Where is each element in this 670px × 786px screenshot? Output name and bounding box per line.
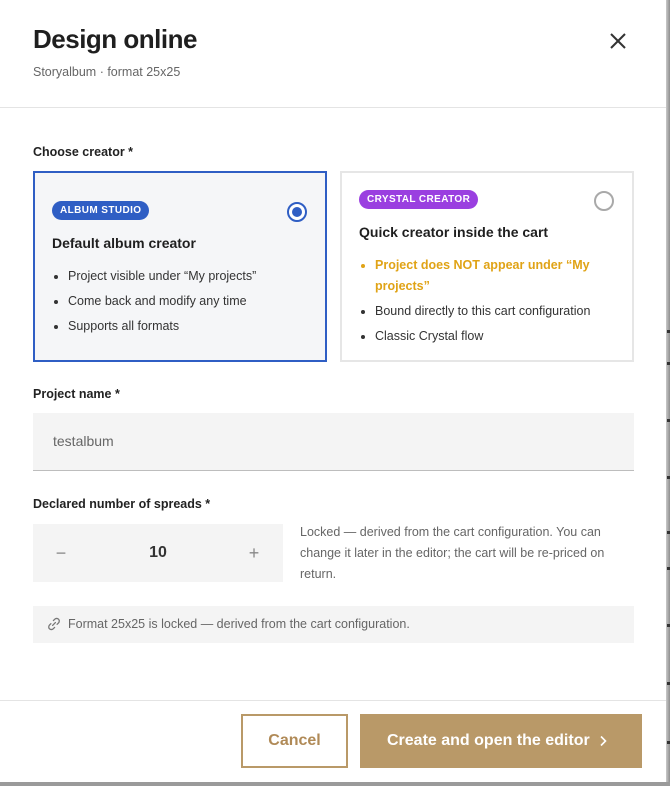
spreads-label: Declared number of spreads * <box>33 497 211 511</box>
feature-item: Bound directly to this cart configuration <box>359 301 614 322</box>
feature-item: Classic Crystal flow <box>359 326 614 347</box>
project-name-input[interactable] <box>53 413 613 469</box>
album-studio-badge: ALBUM STUDIO <box>52 201 149 220</box>
format-info-text: Format 25x25 is locked — derived from the cart configuration. <box>68 617 410 631</box>
project-name-field-wrap <box>33 413 634 471</box>
project-name-label: Project name * <box>33 387 120 401</box>
crystal-creator-title: Quick creator inside the cart <box>359 224 549 240</box>
decrement-button[interactable]: − <box>55 543 67 563</box>
backdrop-edge-right <box>666 0 670 786</box>
dialog-subtitle: Storyalbum · format 25x25 <box>33 65 181 79</box>
cancel-button[interactable]: Cancel <box>241 714 348 768</box>
format-info-banner <box>33 606 634 643</box>
close-button[interactable] <box>603 26 633 56</box>
backdrop-edge-bottom <box>0 782 670 786</box>
spreads-locked-note: Locked — derived from the cart configuration. You can change it later in the editor; the cart will be re-priced on return. <box>300 525 605 581</box>
create-open-editor-label: Create and open the editor <box>387 732 590 749</box>
spreads-value: 10 <box>149 544 167 561</box>
increment-button[interactable]: + <box>248 543 260 563</box>
crystal-creator-badge: CRYSTAL CREATOR <box>359 190 478 209</box>
link-icon <box>46 616 62 632</box>
feature-warning: Project does NOT appear under “My projects” <box>359 255 614 296</box>
album-studio-option[interactable] <box>33 171 327 362</box>
create-open-editor-button[interactable] <box>360 714 642 768</box>
crystal-creator-option[interactable] <box>340 171 634 362</box>
album-studio-radio[interactable] <box>287 202 307 222</box>
chevron-right-icon <box>598 735 608 747</box>
footer-divider <box>0 700 666 701</box>
close-icon <box>603 26 633 56</box>
dialog-title: Design online <box>33 24 197 54</box>
album-studio-features <box>52 266 307 341</box>
feature-item: Project visible under “My projects” <box>52 266 307 287</box>
choose-creator-label: Choose creator * <box>33 145 134 159</box>
crystal-creator-features <box>359 255 614 351</box>
spreads-stepper <box>33 524 283 582</box>
album-studio-title: Default album creator <box>52 235 196 251</box>
crystal-creator-radio[interactable] <box>594 191 614 211</box>
feature-item: Come back and modify any time <box>52 291 307 312</box>
dialog-header <box>0 0 666 108</box>
feature-item: Supports all formats <box>52 316 307 337</box>
